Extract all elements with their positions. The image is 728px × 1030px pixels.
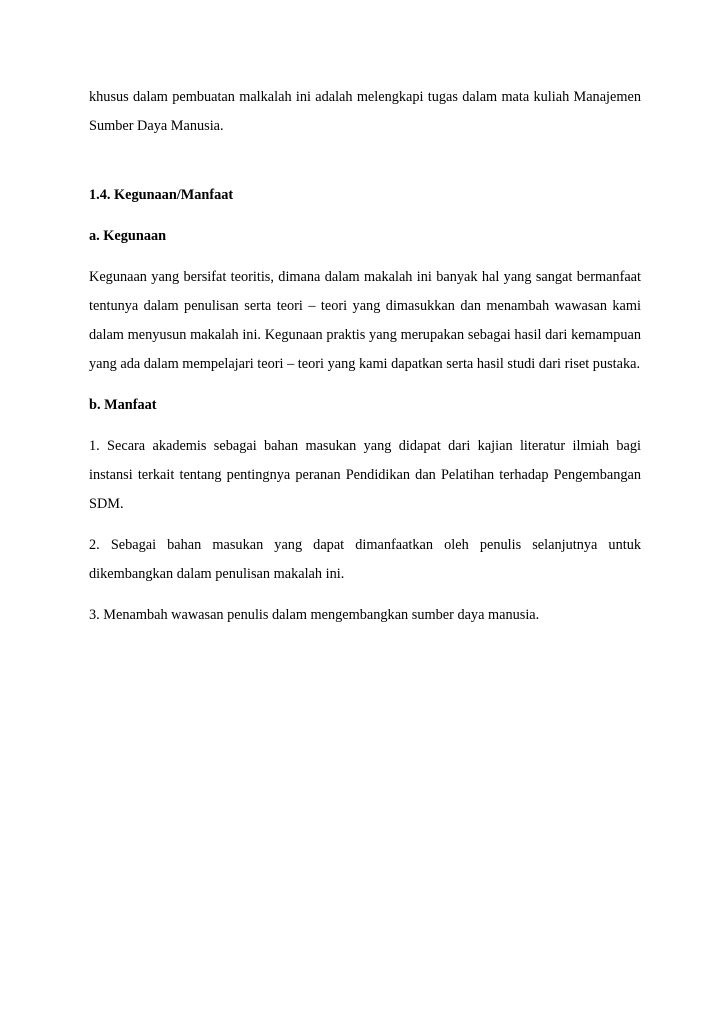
intro-paragraph: khusus dalam pembuatan malkalah ini adalah melengkapi tugas dalam mata kuliah Manajemen Sumber Daya Manusia. [89, 89, 641, 134]
manfaat-item-3: 3. Menambah wawasan penulis dalam mengembangkan sumber daya manusia. [89, 607, 540, 623]
subheading-manfaat: b. Manfaat [89, 397, 157, 413]
manfaat-item-2: 2. Sebagai bahan masukan yang dapat dimanfaatkan oleh penulis selanjutnya untuk dikembangkan dalam penulisan makalah ini. [89, 537, 641, 582]
subheading-kegunaan: a. Kegunaan [89, 228, 167, 244]
manfaat-item-1: 1. Secara akademis sebagai bahan masukan yang didapat dari kajian literatur ilmiah bagi instansi terkait tentang pentingnya peranan Pendidikan dan Pelatihan terhadap Pengembangan SDM. [89, 438, 641, 512]
section-heading-kegunaan-manfaat: 1.4. Kegunaan/Manfaat [89, 187, 234, 203]
kegunaan-paragraph: Kegunaan yang bersifat teoritis, dimana dalam makalah ini banyak hal yang sangat bermanfaat tentunya dalam penulisan serta teori – teori yang dimasukkan dan menambah wawasan kami dalam menyusun makalah ini. Kegunaan praktis yang merupakan sebagai hasil dari kemampuan yang ada dalam mempelajari teori – teori yang kami dapatkan serta hasil studi dari riset pustaka. [89, 269, 641, 372]
document-page [89, 83, 641, 630]
